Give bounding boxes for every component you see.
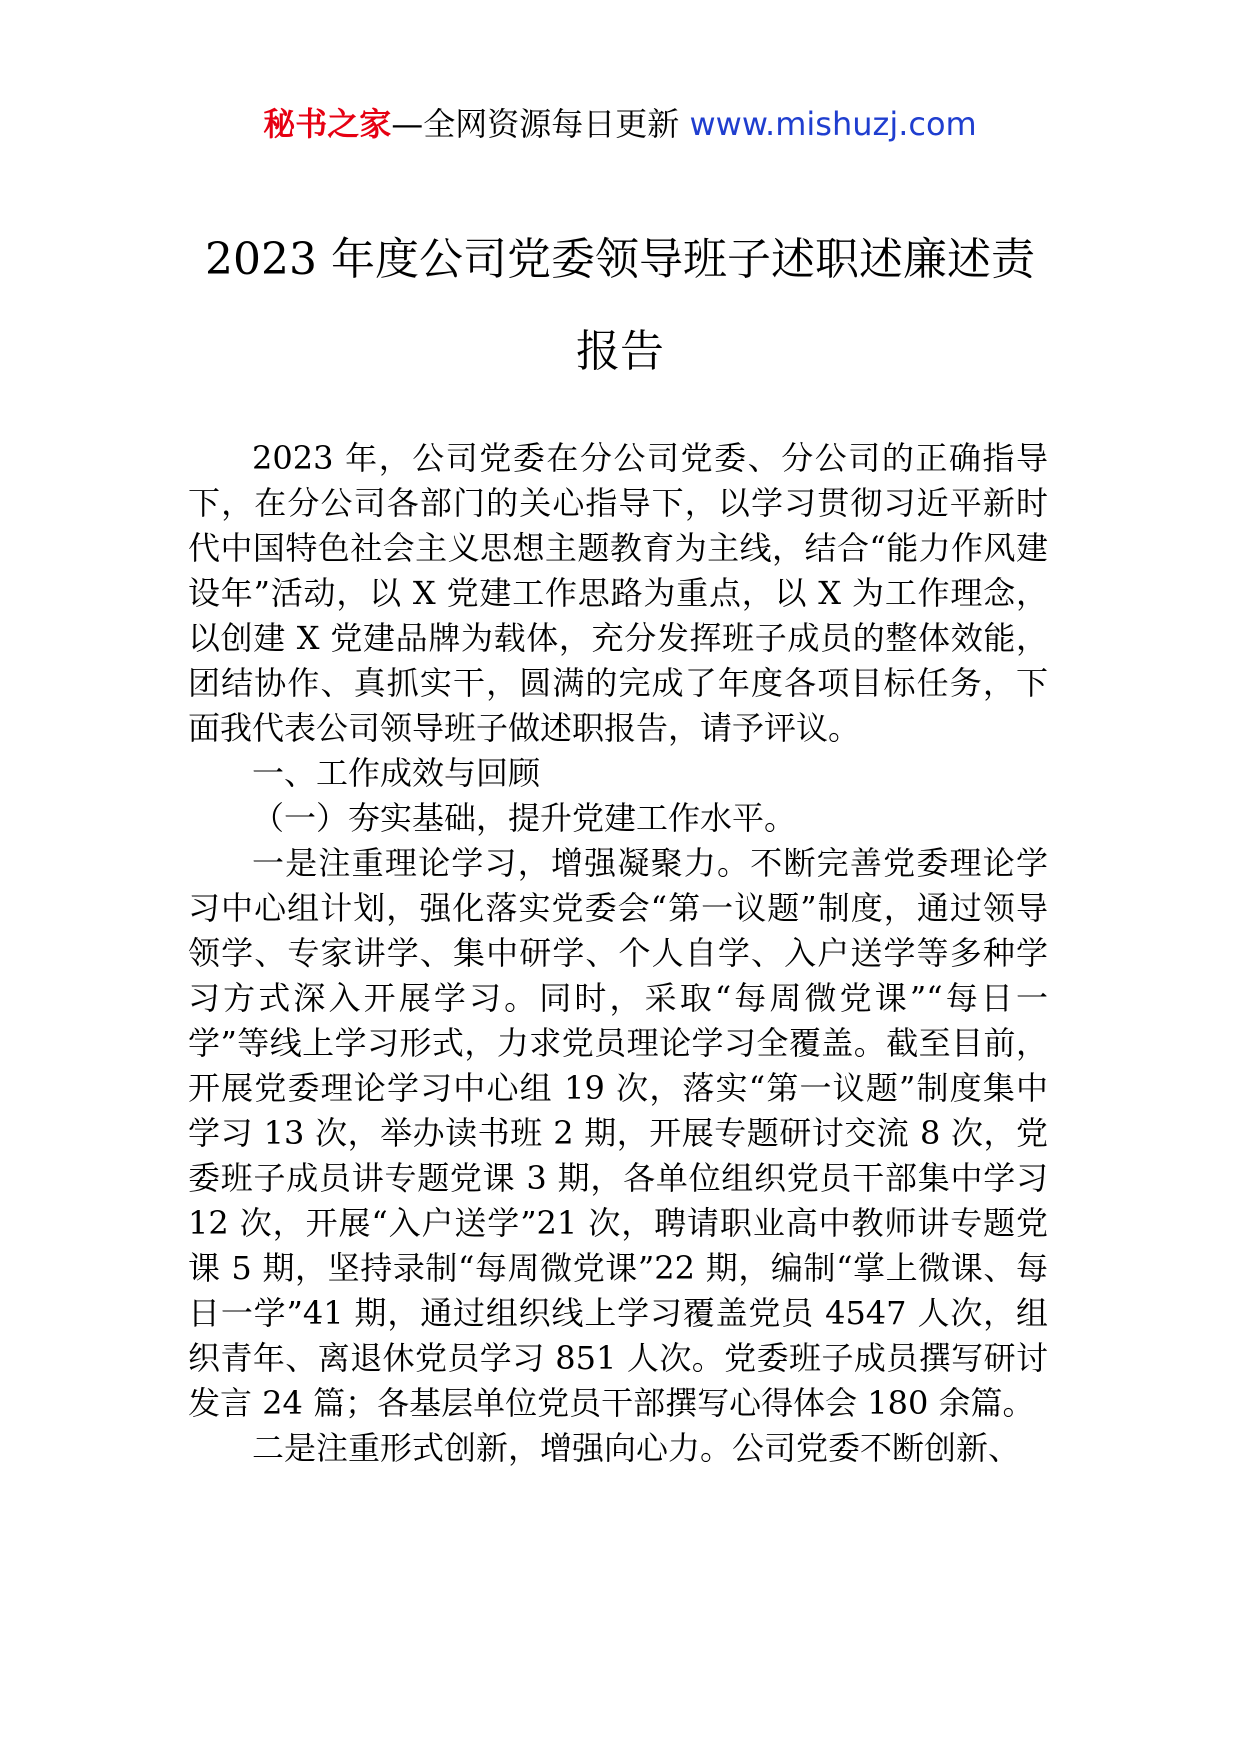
document-title-line-2: 报告 bbox=[576, 326, 664, 377]
document-title-line-1: 2023 年度公司党委领导班子述职述廉述责 bbox=[205, 234, 1035, 285]
section-heading: 一、工作成效与回顾 bbox=[252, 754, 541, 792]
body-paragraph: 二是注重形式创新，增强向心力。公司党委不断创新、 bbox=[252, 1429, 1021, 1467]
body-paragraph: 一是注重理论学习，增强凝聚力。不断完善党委理论学习中心组计划，强化落实党委会“第一议题”制度，通过领导领学、专家讲学、集中研学、个人自学、入户送学等多种学习方式深入开展学习。同时，采取“每周微党课”“每日一学”等线上学习形式，力求党员理论学习全覆盖。截至目前，开展党委理论学习中心组 19 次，落实“第一议题”制度集中学习 13 次，举办读书班 2 期，开展专题研讨交流 8 次，党委班子成员讲专题党课 3 期，各单位组织党员干部集中学习 12 次，开展“入户送学”21 次，聘请职业高中教师讲专题党课 5 期，坚持录制“每周微党课”22 期，编制“掌上微课、每日一学”41 期，通过组织线上学习覆盖党员 4547 人次，组织青年、离退休党员学习 851 人次。党委班子成员撰写研讨发言 24 篇；各基层单位党员干部撰写心得体会 180 余篇。 bbox=[188, 844, 1048, 1422]
intro-paragraph: 2023 年，公司党委在分公司党委、分公司的正确指导下，在分公司各部门的关心指导下，以学习贯彻习近平新时代中国特色社会主义思想主题教育为主线，结合“能力作风建设年”活动，以 X 党建工作思路为重点，以 X 为工作理念，以创建 X 党建品牌为载体，充分发挥班子成员的整体效能，团结协作、真抓实干，圆满的完成了年度各项目标任务，下面我代表公司领导班子做述职报告，请予评议。 bbox=[188, 439, 1048, 747]
document-body bbox=[188, 436, 1048, 1471]
subsection-heading: （一）夯实基础，提升党建工作水平。 bbox=[252, 799, 797, 837]
site-url-link[interactable]: www.mishuzj.com bbox=[689, 105, 977, 143]
header-slogan: —全网资源每日更新 bbox=[391, 105, 680, 143]
site-header bbox=[0, 100, 1240, 148]
brand-name: 秘书之家 bbox=[263, 105, 392, 143]
